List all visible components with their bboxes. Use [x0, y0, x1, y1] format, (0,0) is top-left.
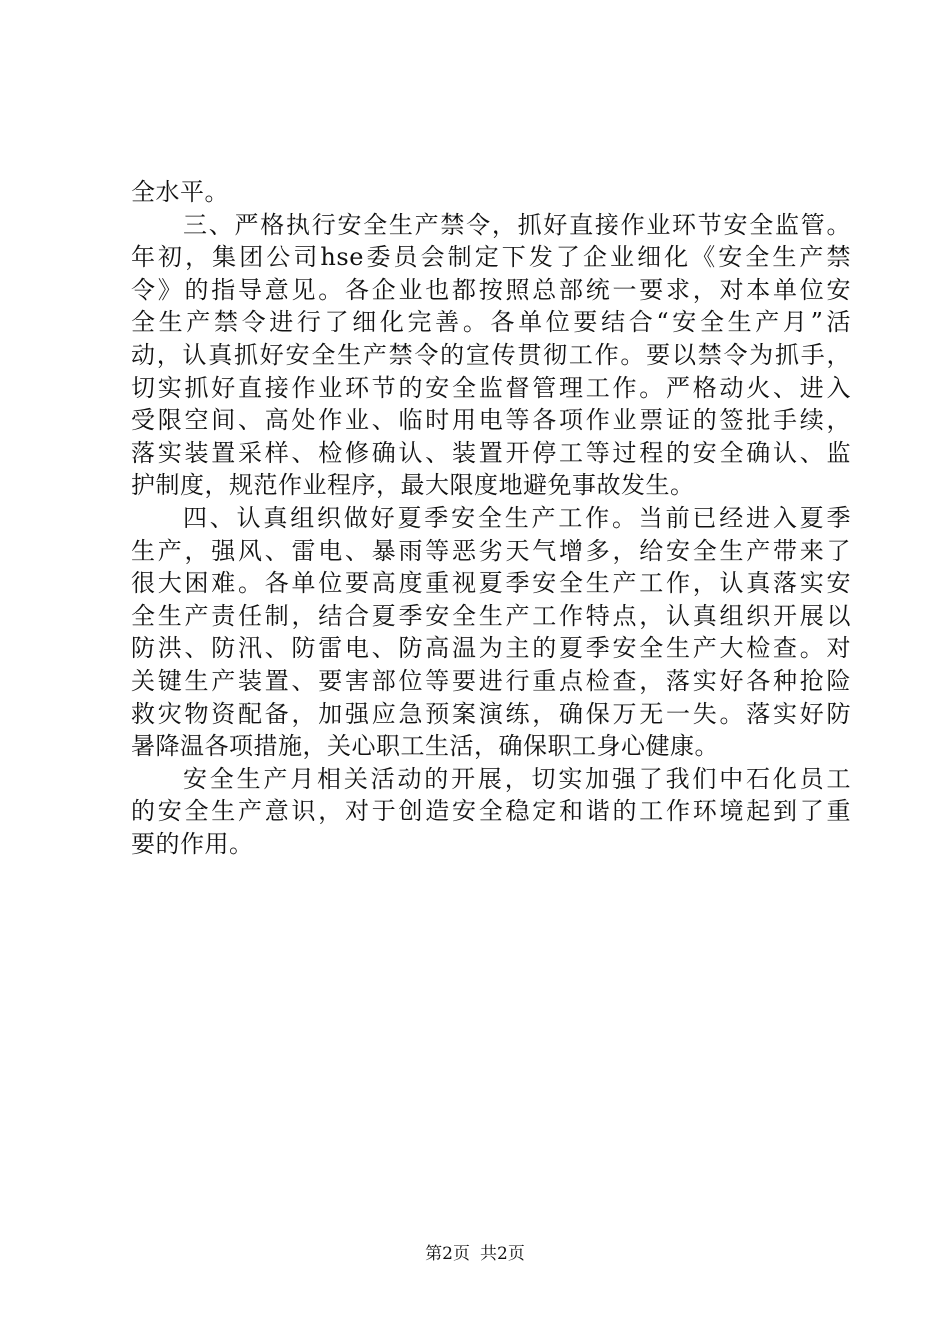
text-line: 全生产责任制，结合夏季安全生产工作特点，认真组织开展以: [131, 601, 851, 630]
body-text: [131, 176, 851, 860]
text-line: 三、严格执行安全生产禁令，抓好直接作业环节安全监管。: [183, 210, 851, 239]
text-line: 防洪、防汛、防雷电、防高温为主的夏季安全生产大检查。对: [131, 634, 851, 663]
text-line: 年初，集团公司hse委员会制定下发了企业细化《安全生产禁: [131, 243, 851, 272]
text-line: 的安全生产意识，对于创造安全稳定和谐的工作环境起到了重: [131, 797, 851, 826]
text-line: 救灾物资配备，加强应急预案演练，确保万无一失。落实好防: [131, 699, 851, 728]
text-line: 要的作用。: [131, 829, 254, 858]
text-line: 很大困难。各单位要高度重视夏季安全生产工作，认真落实安: [131, 569, 851, 598]
text-line: 生产，强风、雷电、暴雨等恶劣天气增多，给安全生产带来了: [131, 536, 851, 565]
text-line: 关键生产装置、要害部位等要进行重点检查，落实好各种抢险: [131, 666, 851, 695]
page-total: 共2页: [480, 1244, 525, 1264]
text-line: 护制度，规范作业程序，最大限度地避免事故发生。: [131, 471, 695, 500]
page-number: 第2页: [425, 1244, 470, 1264]
text-line: 全水平。: [131, 178, 229, 206]
text-line: 四、认真组织做好夏季安全生产工作。当前已经进入夏季: [183, 503, 851, 532]
text-line: 落实装置采样、检修确认、装置开停工等过程的安全确认、监: [131, 438, 851, 467]
text-line: 受限空间、高处作业、临时用电等各项作业票证的签批手续，: [131, 406, 851, 435]
text-line: 全生产禁令进行了细化完善。各单位要结合“安全生产月”活: [131, 308, 851, 337]
text-line: 切实抓好直接作业环节的安全监督管理工作。严格动火、进入: [131, 373, 851, 402]
page-footer: [0, 1242, 950, 1266]
text-line: 暑降温各项措施，关心职工生活，确保职工身心健康。: [131, 732, 719, 761]
text-line: 安全生产月相关活动的开展，切实加强了我们中石化员工: [183, 764, 851, 793]
text-line: 令》的指导意见。各企业也都按照总部统一要求，对本单位安: [131, 275, 851, 304]
text-line: 动，认真抓好安全生产禁令的宣传贯彻工作。要以禁令为抓手，: [131, 340, 851, 369]
